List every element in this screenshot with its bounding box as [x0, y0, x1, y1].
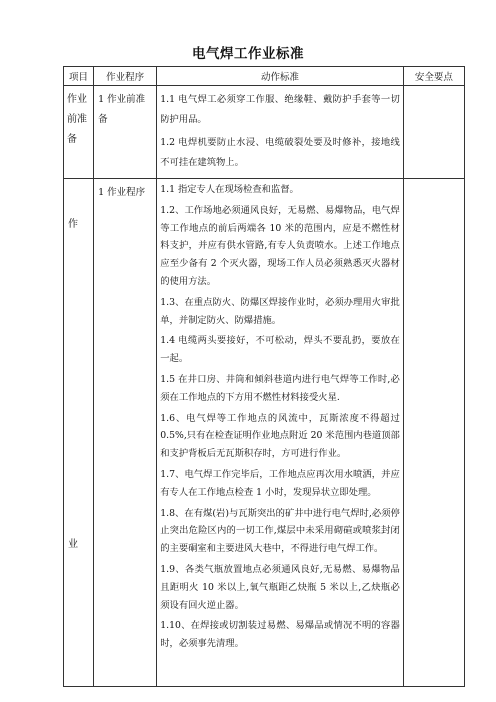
standard-item: 1.8、在有煤(岩)与瓦斯突出的矿井中进行电气焊时,必须停止突出危险区内的一切工作,煤层中未采用砌碹或喷浆封闭的主要硐室和主要进风大巷中，不得进行电气焊工作。 [160, 507, 400, 555]
header-standard: 动作标准 [157, 67, 404, 86]
standard-cell [157, 179, 404, 687]
standard-item: 1.7、电气焊工作完毕后，工作地点应再次用水喷洒，并应有专人在工作地点检查 1 小时，发现异状立即处理。 [160, 468, 400, 498]
item-cell [64, 179, 94, 687]
item-label-top: 作 [68, 219, 78, 230]
safety-cell [403, 179, 464, 687]
header-safety: 安全要点 [403, 67, 464, 86]
standard-item: 1.2 电焊机要防止水浸、电缆破裂处要及时修补，接地线不可挂在建筑物上。 [160, 137, 400, 168]
standard-item: 1.1 指定专人在现场检查和监督。 [160, 184, 299, 195]
standard-item: 1.10、在焊接或切割装过易燃、易爆品或情况不明的容器时，必须事先清理。 [160, 620, 400, 650]
standard-item: 1.4 电缆两头要接好，不可松动，焊头不要乱扔，要放在一起。 [160, 335, 400, 365]
standard-item: 1.5 在井口房、井筒和倾斜巷道内进行电气焊等工作时,必须在工作地点的下方用不燃性材料接受火星. [160, 373, 400, 403]
header-procedure: 作业程序 [94, 67, 157, 86]
work-standard-table [63, 66, 465, 687]
table-row [64, 179, 465, 687]
table-header-row [64, 67, 465, 86]
procedure-cell: 1 作业程序 [94, 179, 157, 687]
standard-item: 1.2、工作场地必须通风良好，无易燃、易爆物品，电气焊等工作地点的前后两端各 10 米的范围内，应是不燃性材料支护，并应有供水管路,有专人负责喷水。上述工作地点应至少备有 2 个灭火器，现场工作人员必须熟悉灭火器材的使用方法。 [160, 204, 400, 287]
standard-cell [157, 86, 404, 179]
standard-item: 1.6、电气焊等工作地点的风流中，瓦斯浓度不得超过 0.5%,只有在检查证明作业地点附近 20 米范围内巷道顶部和支护背板后无瓦斯积存时，方可进行作业。 [160, 412, 400, 460]
header-item: 项目 [64, 67, 94, 86]
standard-item: 1.1 电气焊工必须穿工作服、绝缘鞋、戴防护手套等一切防护用品。 [160, 94, 400, 125]
standard-item: 1.9、各类气瓶放置地点必须通风良好,无易燃、易爆物品且距明火 10 米以上,氧气瓶距乙炔瓶 5 米以上,乙炔瓶必须设有回火逆止器。 [160, 563, 400, 611]
standard-item: 1.3、在重点防火、防爆区焊接作业时，必须办理用火审批单，并制定防火、防爆措施。 [160, 296, 400, 326]
item-label-bottom: 业 [68, 539, 78, 550]
document-title: 电气焊工作业标准 [192, 46, 304, 62]
table-row [64, 86, 465, 179]
item-cell: 作业前准备 [64, 86, 94, 179]
procedure-cell: 1 作业前准备 [94, 86, 157, 179]
safety-cell [403, 86, 464, 179]
